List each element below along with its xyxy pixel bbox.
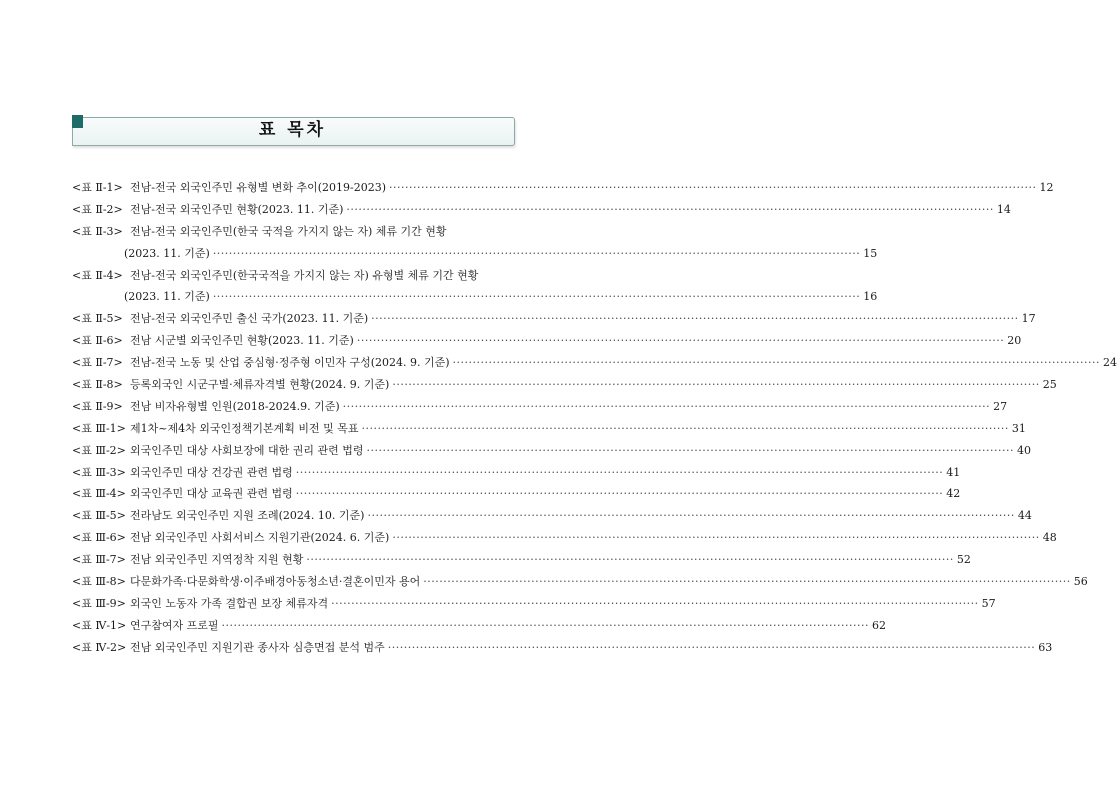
toc-entry-row [72,571,1088,593]
toc-leader-dots [346,199,993,221]
toc-entry-label: <표 Ⅲ-9> [72,596,126,610]
toc-entry[interactable] [72,199,1011,221]
toc-entry-label: <표 Ⅱ-5> [72,312,123,326]
toc-page-number: 12 [1039,181,1054,194]
toc-page-number: 16 [863,290,878,304]
toc-page-number: 27 [993,399,1008,413]
toc-entry-label: <표 Ⅲ-3> [72,465,126,479]
toc-entry-title: (2023. 11. 기준) [124,290,210,304]
toc-leader-dots [361,418,1008,440]
toc-leader-dots [392,374,1039,396]
toc-page-number: 56 [1073,575,1088,589]
toc-entry[interactable] [72,527,1057,549]
toc-entry-row [72,308,1036,330]
toc-entry-row [72,505,1032,527]
toc-leader-dots [222,615,869,637]
toc-entry-label: <표 Ⅲ-1> [72,421,126,435]
toc-page-number: 48 [1042,531,1057,545]
toc-leader-dots [392,527,1039,549]
page-title: 표 목차 [258,120,327,140]
toc-entry[interactable] [72,308,1036,330]
toc-entry-title: 전남 비자유형별 인원(2018-2024.9. 기준) [130,399,340,413]
toc-entry[interactable] [72,637,1053,659]
toc-entry-row [72,483,961,505]
toc-entry-title: 전남 외국인주민 지역정착 지원 현황 [130,553,304,567]
toc-entry-label: <표 Ⅱ-1> [72,181,123,194]
toc-entry[interactable] [72,440,1031,462]
toc-page-number: 41 [946,465,961,479]
toc-entry-title: 다문화가족·다문화학생·이주배경아동청소년·결혼이민자 용어 [130,575,421,589]
toc-entry-label: <표 Ⅱ-3> [72,224,123,238]
toc-entry[interactable] [72,221,878,265]
toc-entry[interactable] [72,462,961,484]
toc-entry-row [72,549,971,571]
toc-entry[interactable] [72,330,1022,352]
toc-entry-title: 전남 외국인주민 지원기관 종사자 심층면접 분석 범주 [130,640,385,654]
toc-entry-label: <표 Ⅱ-4> [72,268,123,282]
toc-page-number: 15 [863,246,878,260]
toc-entry-title: 외국인주민 대상 사회보장에 대한 권리 관련 법령 [130,443,364,457]
toc-entry-title: 전라남도 외국인주민 지원 조례(2024. 10. 기준) [130,509,365,523]
toc-entry[interactable] [72,593,996,615]
toc-leader-dots [357,330,1004,352]
toc-entry-title: 전남-전국 외국인주민(한국국적을 가지지 않는 자) 유형별 체류 기간 현황 [130,268,479,282]
toc-entry-label: <표 Ⅳ-2> [72,640,127,654]
toc-entry-row [72,440,1031,462]
toc-entry-title: 제1차~제4차 외국인정책기본계획 비전 및 목표 [130,421,359,435]
toc-entry-row [72,177,1054,199]
toc-entry[interactable] [72,396,1008,418]
toc-page-number: 62 [871,618,886,632]
toc-entry-row [72,615,886,637]
toc-entry-row [72,221,516,243]
toc-page-number: 57 [981,596,996,610]
toc-entry-label: <표 Ⅱ-8> [72,378,123,392]
toc-entry-title: 연구참여자 프로필 [130,618,219,632]
toc-entry-label: <표 Ⅲ-5> [72,509,126,523]
toc-entry-row [72,637,1053,659]
toc-entry-title: 전남 외국인주민 사회서비스 지원기관(2024. 6. 기준) [130,531,390,545]
toc-page-number: 20 [1007,334,1022,348]
toc-page-number: 52 [956,553,971,567]
toc-leader-dots [213,243,860,265]
toc-entry[interactable] [72,265,878,309]
toc-entry-row [72,527,1057,549]
toc-entry-row [72,374,1057,396]
toc-entry[interactable] [72,374,1057,396]
toc-entry[interactable] [72,549,971,571]
table-of-contents-list [72,177,1117,659]
toc-entry-title: 전남-전국 외국인주민 출신 국가(2023. 11. 기준) [130,312,369,326]
toc-entry-label: <표 Ⅱ-7> [72,356,123,370]
toc-entry-row [72,199,1011,221]
toc-entry-label: <표 Ⅱ-6> [72,334,123,348]
toc-entry-title: (2023. 11. 기준) [124,246,210,260]
toc-entry[interactable] [72,505,1032,527]
toc-entry-row [72,593,996,615]
toc-leader-dots [296,462,943,484]
toc-entry-title: 등록외국인 시군구별·체류자격별 현황(2024. 9. 기준) [130,378,390,392]
toc-entry-label: <표 Ⅲ-8> [72,575,126,589]
toc-entry-title: 전남-전국 외국인주민 유형별 변화 추이(2019-2023) [130,181,387,194]
toc-entry-label: <표 Ⅲ-4> [72,487,126,501]
toc-entry-row [72,462,961,484]
toc-page-number: 44 [1017,509,1032,523]
toc-entry-row [72,352,1117,374]
toc-leader-dots [371,308,1018,330]
toc-entry-title: 외국인주민 대상 교육권 관련 법령 [130,487,293,501]
toc-leader-dots [367,440,1014,462]
toc-leader-dots [453,352,1100,374]
toc-page-number: 31 [1011,421,1026,435]
toc-entry-label: <표 Ⅲ-2> [72,443,126,457]
toc-page-number: 14 [996,202,1011,216]
toc-entry-row [72,265,516,287]
toc-entry-label: <표 Ⅳ-1> [72,618,127,632]
toc-entry-label: <표 Ⅱ-2> [72,202,123,216]
toc-entry-row [72,330,1022,352]
toc-page-number: 63 [1038,640,1053,654]
toc-leader-dots [343,396,990,418]
toc-page-number: 40 [1016,443,1031,457]
toc-leader-dots [367,505,1014,527]
toc-entry[interactable] [72,615,886,637]
toc-entry-label: <표 Ⅱ-9> [72,399,123,413]
toc-leader-dots [296,483,943,505]
toc-leader-dots [388,637,1035,659]
toc-entry-label: <표 Ⅲ-6> [72,531,126,545]
toc-page-number: 17 [1021,312,1036,326]
toc-leader-dots [389,177,1036,199]
toc-page-number: 24 [1102,356,1117,370]
toc-entry-title: 전남-전국 노동 및 산업 중심형·정주형 이민자 구성(2024. 9. 기준) [130,356,450,370]
toc-entry-continuation-row [72,286,878,308]
toc-entry[interactable] [72,177,1054,199]
toc-entry-row [72,418,1026,440]
toc-entry[interactable] [72,483,961,505]
toc-leader-dots [331,593,978,615]
toc-entry[interactable] [72,352,1117,374]
toc-entry-title: 전남 시군별 외국인주민 현황(2023. 11. 기준) [130,334,354,348]
toc-leader-dots [306,549,953,571]
toc-entry-label: <표 Ⅲ-7> [72,553,126,567]
toc-entry[interactable] [72,418,1026,440]
toc-entry[interactable] [72,571,1088,593]
toc-entry-title: 전남-전국 외국인주민 현황(2023. 11. 기준) [130,202,344,216]
toc-entry-title: 외국인 노동자 가족 결합권 보장 체류자격 [130,596,329,610]
toc-page-number: 25 [1042,378,1057,392]
toc-page-number: 42 [946,487,961,501]
toc-entry-title: 외국인주민 대상 건강권 관련 법령 [130,465,293,479]
toc-entry-row [72,396,1008,418]
toc-entry-continuation-row [72,243,878,265]
toc-leader-dots [423,571,1070,593]
toc-entry-title: 전남-전국 외국인주민(한국 국적을 가지지 않는 자) 체류 기간 현황 [130,224,447,238]
toc-leader-dots [213,286,860,308]
